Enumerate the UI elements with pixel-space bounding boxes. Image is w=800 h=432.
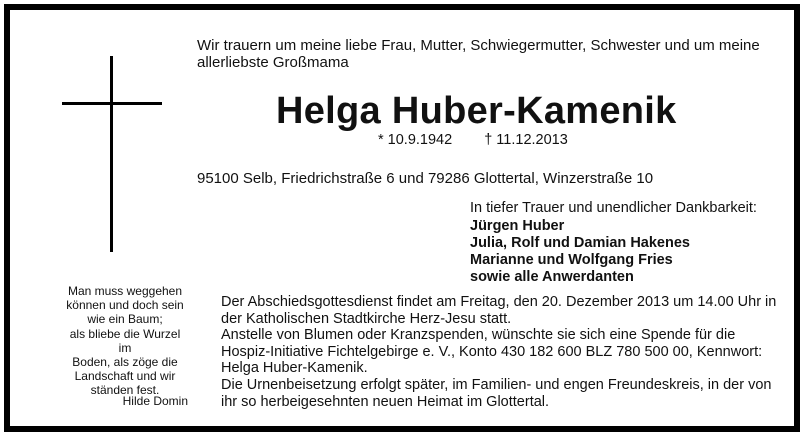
intro-text: Wir trauern um meine liebe Frau, Mutter, Schwiegermutter, Schwester und um meine allerliebste Großmama xyxy=(197,37,760,71)
service-notice: Der Abschiedsgottesdienst findet am Freitag, den 20. Dezember 2013 um 14.00 Uhr in der Katholischen Stadtkirche Herz-Jesu statt. xyxy=(221,294,777,327)
poem-author: Hilde Domin xyxy=(122,394,188,408)
poem-line: Boden, als zöge die xyxy=(72,355,178,370)
burial-notice: Die Urnenbeisetzung erfolgt später, im Familien- und engen Freundeskreis, in der von ihr so herbeigesehnten neuen Heimat im Glottertal. xyxy=(221,376,772,410)
mourner-item: sowie alle Anwerdanten xyxy=(470,269,634,285)
poem-line: können und doch sein xyxy=(66,298,184,313)
obituary-frame xyxy=(4,4,800,432)
deceased-name: Helga Huber-Kamenik xyxy=(276,90,677,132)
poem-line: wie ein Baum; xyxy=(87,312,163,327)
poem-line: als bliebe die Wurzel im xyxy=(69,326,181,355)
mourner-item: Marianne und Wolfgang Fries xyxy=(470,252,673,268)
birth-date: * 10.9.1942 xyxy=(378,132,453,148)
poem-line: ständen fest. xyxy=(90,383,160,398)
cross-icon-bar xyxy=(62,102,162,105)
death-date: † 11.12.2013 xyxy=(484,132,568,148)
donation-notice: Anstelle von Blumen oder Kranzspenden, wünschte sie sich eine Spende für die Hospiz-Initiative Fichtelgebirge e. V., Konto 430 182 600 BLZ 780 500 00, Kennwort: Helga Huber-Kamenik. xyxy=(221,327,763,377)
poem-line: Landschaft und wir xyxy=(74,369,176,384)
mourner-item: Jürgen Huber xyxy=(470,218,565,234)
poem xyxy=(62,284,188,398)
poem-line: Man muss weggehen xyxy=(67,284,183,298)
address-line: 95100 Selb, Friedrichstraße 6 und 79286 Glottertal, Winzerstraße 10 xyxy=(197,170,654,187)
cross-icon xyxy=(110,56,113,252)
notice-block xyxy=(221,294,781,410)
mourners-list xyxy=(470,218,690,286)
mourner-item: Julia, Rolf und Damian Hakenes xyxy=(470,235,690,251)
life-dates xyxy=(378,132,596,148)
mourning-intro: In tiefer Trauer und unendlicher Dankbarkeit: xyxy=(470,200,757,216)
